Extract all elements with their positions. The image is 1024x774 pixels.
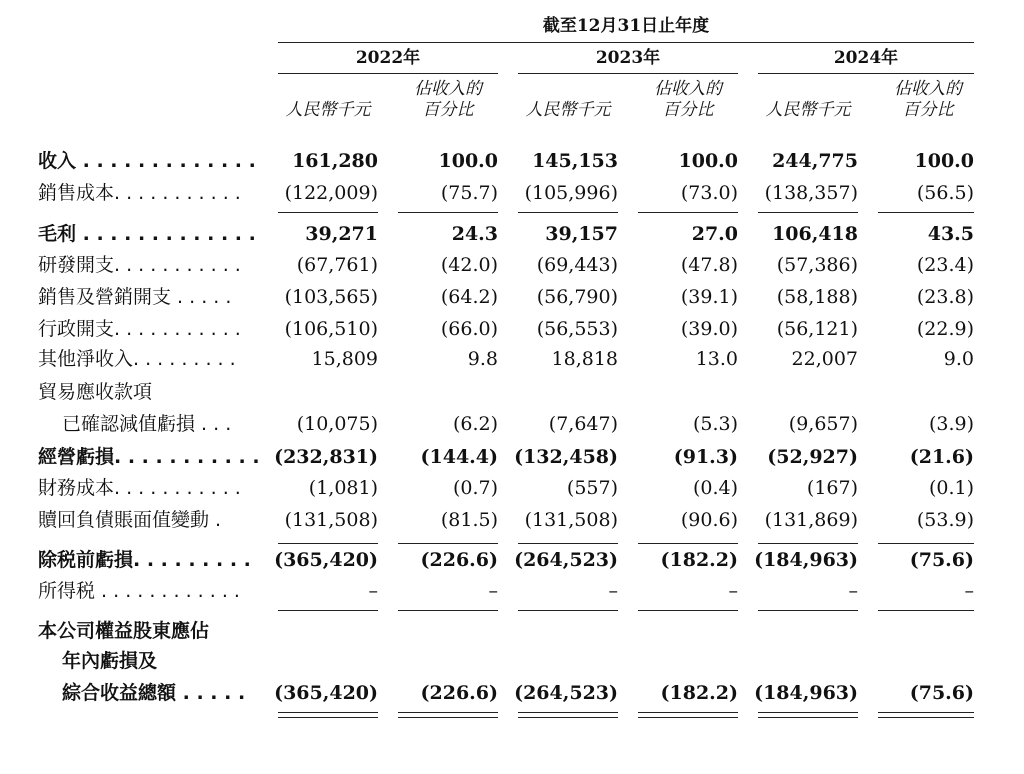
cell-2024-rmb: (57,386) [776, 254, 858, 276]
row-label: 財務成本. . . . . . . . . . . [38, 477, 241, 499]
cell-2022-rmb: 39,271 [305, 223, 378, 245]
period-header: 截至12月31日止年度 [542, 16, 710, 36]
year-2023-rule [518, 73, 738, 74]
year-2024-header: 2024年 [833, 48, 899, 68]
cell-2023-pct: (47.8) [680, 254, 738, 276]
rule-after-cost-of-sales [638, 212, 738, 213]
year-2022-header: 2022年 [355, 48, 421, 68]
rule-after-income-tax [638, 610, 738, 611]
cell-2023-rmb: (557) [566, 477, 618, 499]
cell-2022-rmb: (122,009) [284, 182, 378, 204]
double-rule-top [758, 712, 858, 713]
double-rule-bottom [518, 717, 618, 718]
cell-2022-rmb: (365,420) [274, 682, 378, 704]
cell-2023-rmb: – [608, 580, 618, 602]
cell-2024-rmb: – [848, 580, 858, 602]
cell-2023-pct: 100.0 [678, 150, 738, 172]
cell-2022-pct: (6.2) [452, 413, 498, 435]
row-label: 收入 . . . . . . . . . . . . . [38, 150, 256, 172]
double-rule-bottom [398, 717, 498, 718]
cell-2024-pct: 9.0 [943, 348, 974, 370]
double-rule-bottom [758, 717, 858, 718]
cell-2023-rmb: (131,508) [524, 509, 618, 531]
cell-2024-rmb: (138,357) [764, 182, 858, 204]
period-rule [278, 42, 974, 43]
cell-2024-pct: (75.6) [909, 682, 974, 704]
cell-2024-pct: (23.4) [916, 254, 974, 276]
unit-rmb-2023: 人民幣千元 [525, 100, 611, 120]
cell-2022-rmb: (106,510) [284, 318, 378, 340]
cell-2022-rmb: (365,420) [274, 549, 378, 571]
cell-2022-pct: – [488, 580, 498, 602]
cell-2023-pct: 13.0 [695, 348, 738, 370]
double-rule-bottom [878, 717, 974, 718]
unit-pct-2023-l1: 佔收入的 [654, 79, 722, 99]
row-label: 研發開支. . . . . . . . . . . [38, 254, 241, 276]
rule-after-redemption [638, 543, 738, 544]
cell-2022-rmb: – [368, 580, 378, 602]
cell-2022-pct: (75.7) [440, 182, 498, 204]
double-rule-top [518, 712, 618, 713]
cell-2022-rmb: (103,565) [284, 286, 378, 308]
cell-2024-pct: (3.9) [928, 413, 974, 435]
cell-2023-pct: (39.1) [680, 286, 738, 308]
rule-after-income-tax [518, 610, 618, 611]
cell-2022-pct: 100.0 [438, 150, 498, 172]
cell-2022-pct: 24.3 [451, 223, 498, 245]
cell-2024-pct: – [964, 580, 974, 602]
cell-2023-pct: (91.3) [673, 446, 738, 468]
cell-2023-rmb: 145,153 [532, 150, 618, 172]
rule-after-redemption [398, 543, 498, 544]
row-label: 所得税 . . . . . . . . . . . . [38, 580, 240, 602]
cell-2024-rmb: (167) [806, 477, 858, 499]
unit-rmb-2022: 人民幣千元 [285, 100, 371, 120]
cell-2023-rmb: (264,523) [514, 682, 618, 704]
double-rule-top [878, 712, 974, 713]
rule-after-redemption [518, 543, 618, 544]
double-rule-bottom [638, 717, 738, 718]
rule-after-redemption [878, 543, 974, 544]
cell-2022-pct: (81.5) [440, 509, 498, 531]
cell-2023-rmb: 39,157 [545, 223, 618, 245]
rule-after-cost-of-sales [278, 212, 378, 213]
cell-2024-rmb: (58,188) [776, 286, 858, 308]
cell-2023-rmb: (56,790) [536, 286, 618, 308]
row-label: 銷售成本. . . . . . . . . . . [38, 182, 241, 204]
cell-2022-pct: (0.7) [452, 477, 498, 499]
row-label: 行政開支. . . . . . . . . . . [38, 318, 241, 340]
double-rule-bottom [278, 717, 378, 718]
cell-2022-pct: (64.2) [440, 286, 498, 308]
unit-rmb-2024: 人民幣千元 [765, 100, 851, 120]
cell-2023-pct: – [728, 580, 738, 602]
rule-after-income-tax [278, 610, 378, 611]
cell-2024-pct: (22.9) [916, 318, 974, 340]
unit-pct-2023-l2: 百分比 [662, 100, 714, 120]
cell-2023-pct: (5.3) [692, 413, 738, 435]
year-2023-header: 2023年 [595, 48, 661, 68]
cell-2023-pct: (39.0) [680, 318, 738, 340]
cell-2022-rmb: (1,081) [308, 477, 378, 499]
cell-2024-pct: (75.6) [909, 549, 974, 571]
cell-2023-pct: (182.2) [660, 682, 738, 704]
cell-2023-pct: (182.2) [660, 549, 738, 571]
row-label: 年內虧損及 [62, 650, 158, 672]
cell-2024-pct: (56.5) [916, 182, 974, 204]
cell-2023-rmb: 18,818 [551, 348, 618, 370]
cell-2022-rmb: (10,075) [296, 413, 378, 435]
cell-2022-pct: (226.6) [420, 682, 498, 704]
cell-2024-rmb: (184,963) [754, 682, 858, 704]
row-label: 銷售及營銷開支 . . . . . [38, 286, 232, 308]
row-label: 經營虧損. . . . . . . . . . . [38, 446, 260, 468]
cell-2023-rmb: (7,647) [548, 413, 618, 435]
cell-2024-pct: 100.0 [914, 150, 974, 172]
cell-2022-rmb: (131,508) [284, 509, 378, 531]
cell-2022-pct: (42.0) [440, 254, 498, 276]
cell-2024-pct: 43.5 [927, 223, 974, 245]
year-2022-rule [278, 73, 498, 74]
rule-after-cost-of-sales [518, 212, 618, 213]
cell-2022-rmb: 161,280 [292, 150, 378, 172]
cell-2023-pct: (90.6) [680, 509, 738, 531]
rule-after-cost-of-sales [878, 212, 974, 213]
row-label: 其他淨收入. . . . . . . . . [38, 348, 236, 370]
cell-2024-rmb: (52,927) [767, 446, 858, 468]
rule-after-redemption [758, 543, 858, 544]
row-label: 綜合收益總額 . . . . . [62, 682, 246, 704]
row-label: 毛利 . . . . . . . . . . . . . [38, 223, 256, 245]
cell-2023-rmb: (56,553) [536, 318, 618, 340]
double-rule-top [278, 712, 378, 713]
cell-2024-rmb: 106,418 [772, 223, 858, 245]
cell-2024-pct: (21.6) [909, 446, 974, 468]
cell-2022-pct: (226.6) [420, 549, 498, 571]
cell-2023-rmb: (132,458) [514, 446, 618, 468]
cell-2024-pct: (0.1) [928, 477, 974, 499]
year-2024-rule [758, 73, 974, 74]
cell-2022-pct: (66.0) [440, 318, 498, 340]
cell-2023-rmb: (69,443) [536, 254, 618, 276]
cell-2023-pct: (0.4) [692, 477, 738, 499]
cell-2022-pct: 9.8 [467, 348, 498, 370]
row-label: 貿易應收款項 [38, 381, 153, 403]
cell-2024-rmb: (56,121) [776, 318, 858, 340]
cell-2024-rmb: 244,775 [772, 150, 858, 172]
cell-2023-pct: 27.0 [691, 223, 738, 245]
row-label: 贖回負債賬面值變動 . [38, 509, 222, 531]
cell-2023-rmb: (264,523) [514, 549, 618, 571]
rule-after-income-tax [758, 610, 858, 611]
rule-after-cost-of-sales [398, 212, 498, 213]
cell-2022-rmb: 15,809 [311, 348, 378, 370]
rule-after-income-tax [878, 610, 974, 611]
rule-after-redemption [278, 543, 378, 544]
double-rule-top [398, 712, 498, 713]
unit-pct-2024-l2: 百分比 [902, 100, 954, 120]
rule-after-income-tax [398, 610, 498, 611]
cell-2024-rmb: (131,869) [764, 509, 858, 531]
unit-pct-2022-l2: 百分比 [422, 100, 474, 120]
row-label: 除税前虧損. . . . . . . . . [38, 549, 251, 571]
cell-2024-rmb: (9,657) [788, 413, 858, 435]
row-label: 已確認減值虧損 . . . [62, 413, 232, 435]
rule-after-cost-of-sales [758, 212, 858, 213]
cell-2022-rmb: (67,761) [296, 254, 378, 276]
cell-2024-pct: (53.9) [916, 509, 974, 531]
double-rule-top [638, 712, 738, 713]
cell-2022-pct: (144.4) [420, 446, 498, 468]
cell-2023-pct: (73.0) [680, 182, 738, 204]
unit-pct-2024-l1: 佔收入的 [894, 79, 962, 99]
row-label: 本公司權益股東應佔 [38, 620, 210, 642]
unit-pct-2022-l1: 佔收入的 [414, 79, 482, 99]
cell-2022-rmb: (232,831) [274, 446, 378, 468]
cell-2023-rmb: (105,996) [524, 182, 618, 204]
cell-2024-pct: (23.8) [916, 286, 974, 308]
cell-2024-rmb: 22,007 [791, 348, 858, 370]
cell-2024-rmb: (184,963) [754, 549, 858, 571]
